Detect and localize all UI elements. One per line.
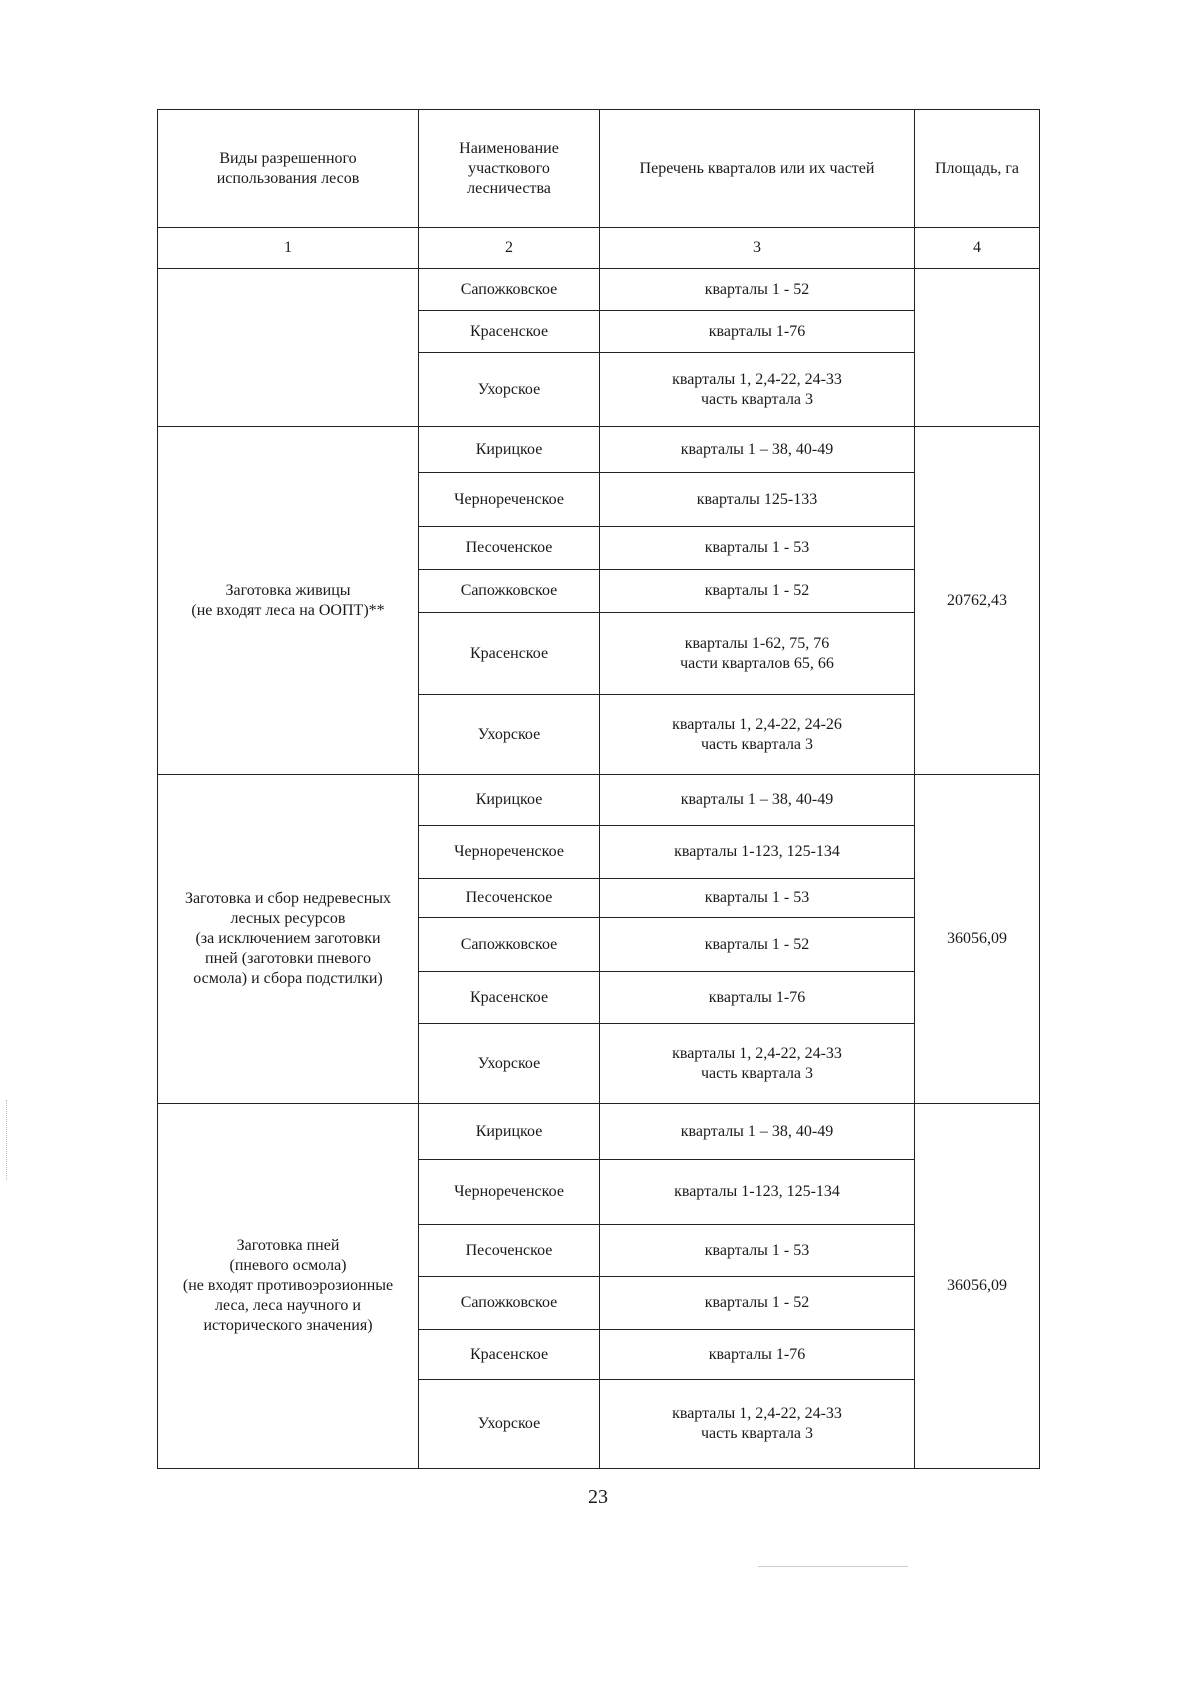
quarters-cell: кварталы 1, 2,4-22, 24-33 часть квартала 3 [600, 1380, 915, 1469]
table-row [158, 1104, 1040, 1160]
quarters-cell: кварталы 1, 2,4-22, 24-33 часть квартала 3 [600, 1024, 915, 1104]
quarters-cell: кварталы 1 - 52 [600, 918, 915, 972]
use-type-cell [158, 269, 419, 427]
forestry-cell: Красенское [419, 613, 600, 695]
area-cell: 36056,09 [915, 775, 1040, 1104]
quarters-cell: кварталы 1-62, 75, 76 части кварталов 65, 66 [600, 613, 915, 695]
table-row [158, 427, 1040, 473]
forestry-cell: Ухорское [419, 1380, 600, 1469]
forestry-cell: Сапожковское [419, 918, 600, 972]
table-row [158, 775, 1040, 826]
margin-scan-mark [6, 1100, 8, 1180]
quarters-cell: кварталы 1-76 [600, 1330, 915, 1380]
forestry-cell: Сапожковское [419, 1277, 600, 1330]
use-type-cell: Заготовка и сбор недревесных лесных ресурсов (за исключением заготовки пней (заготовки пневого осмола) и сбора подстилки) [158, 775, 419, 1104]
column-number: 2 [419, 228, 600, 269]
quarters-cell: кварталы 1 - 53 [600, 1225, 915, 1277]
forestry-cell: Красенское [419, 1330, 600, 1380]
quarters-cell: кварталы 1 - 52 [600, 570, 915, 613]
forestry-cell: Красенское [419, 972, 600, 1024]
use-type-cell: Заготовка живицы (не входят леса на ООПТ)** [158, 427, 419, 775]
column-number: 1 [158, 228, 419, 269]
header-row [158, 110, 1040, 228]
header-use-types: Виды разрешенного использования лесов [158, 110, 419, 228]
quarters-cell: кварталы 1-76 [600, 972, 915, 1024]
forest-use-table [157, 109, 1040, 1469]
table-row [158, 269, 1040, 311]
forestry-cell: Кирицкое [419, 1104, 600, 1160]
quarters-cell: кварталы 1 - 53 [600, 879, 915, 918]
bottom-scan-line [758, 1566, 908, 1567]
quarters-cell: кварталы 1 - 52 [600, 1277, 915, 1330]
quarters-cell: кварталы 1 – 38, 40-49 [600, 775, 915, 826]
forestry-cell: Чернореченское [419, 1160, 600, 1225]
table-body [158, 110, 1040, 1469]
quarters-cell: кварталы 1 - 53 [600, 527, 915, 570]
forestry-cell: Кирицкое [419, 427, 600, 473]
forestry-cell: Ухорское [419, 1024, 600, 1104]
forestry-cell: Чернореченское [419, 826, 600, 879]
forestry-cell: Чернореченское [419, 473, 600, 527]
page-number: 23 [588, 1486, 608, 1508]
forestry-cell: Красенское [419, 311, 600, 353]
forestry-cell: Песоченское [419, 879, 600, 918]
quarters-cell: кварталы 1 - 52 [600, 269, 915, 311]
quarters-cell: кварталы 1, 2,4-22, 24-33 часть квартала 3 [600, 353, 915, 427]
quarters-cell: кварталы 1-76 [600, 311, 915, 353]
area-cell [915, 269, 1040, 427]
use-type-cell: Заготовка пней (пневого осмола) (не входят противоэрозионные леса, леса научного и исторического значения) [158, 1104, 419, 1469]
forestry-cell: Сапожковское [419, 570, 600, 613]
quarters-cell: кварталы 1 – 38, 40-49 [600, 1104, 915, 1160]
column-number: 4 [915, 228, 1040, 269]
forestry-cell: Сапожковское [419, 269, 600, 311]
quarters-cell: кварталы 1, 2,4-22, 24-26 часть квартала 3 [600, 695, 915, 775]
header-forestry-name: Наименование участкового лесничества [419, 110, 600, 228]
forestry-cell: Ухорское [419, 695, 600, 775]
quarters-cell: кварталы 1-123, 125-134 [600, 1160, 915, 1225]
quarters-cell: кварталы 1-123, 125-134 [600, 826, 915, 879]
quarters-cell: кварталы 125-133 [600, 473, 915, 527]
area-cell: 36056,09 [915, 1104, 1040, 1469]
header-quarters-list: Перечень кварталов или их частей [600, 110, 915, 228]
forestry-cell: Песоченское [419, 527, 600, 570]
forestry-cell: Кирицкое [419, 775, 600, 826]
quarters-cell: кварталы 1 – 38, 40-49 [600, 427, 915, 473]
area-cell: 20762,43 [915, 427, 1040, 775]
forestry-cell: Песоченское [419, 1225, 600, 1277]
forestry-cell: Ухорское [419, 353, 600, 427]
column-number-row [158, 228, 1040, 269]
column-number: 3 [600, 228, 915, 269]
header-area: Площадь, га [915, 110, 1040, 228]
